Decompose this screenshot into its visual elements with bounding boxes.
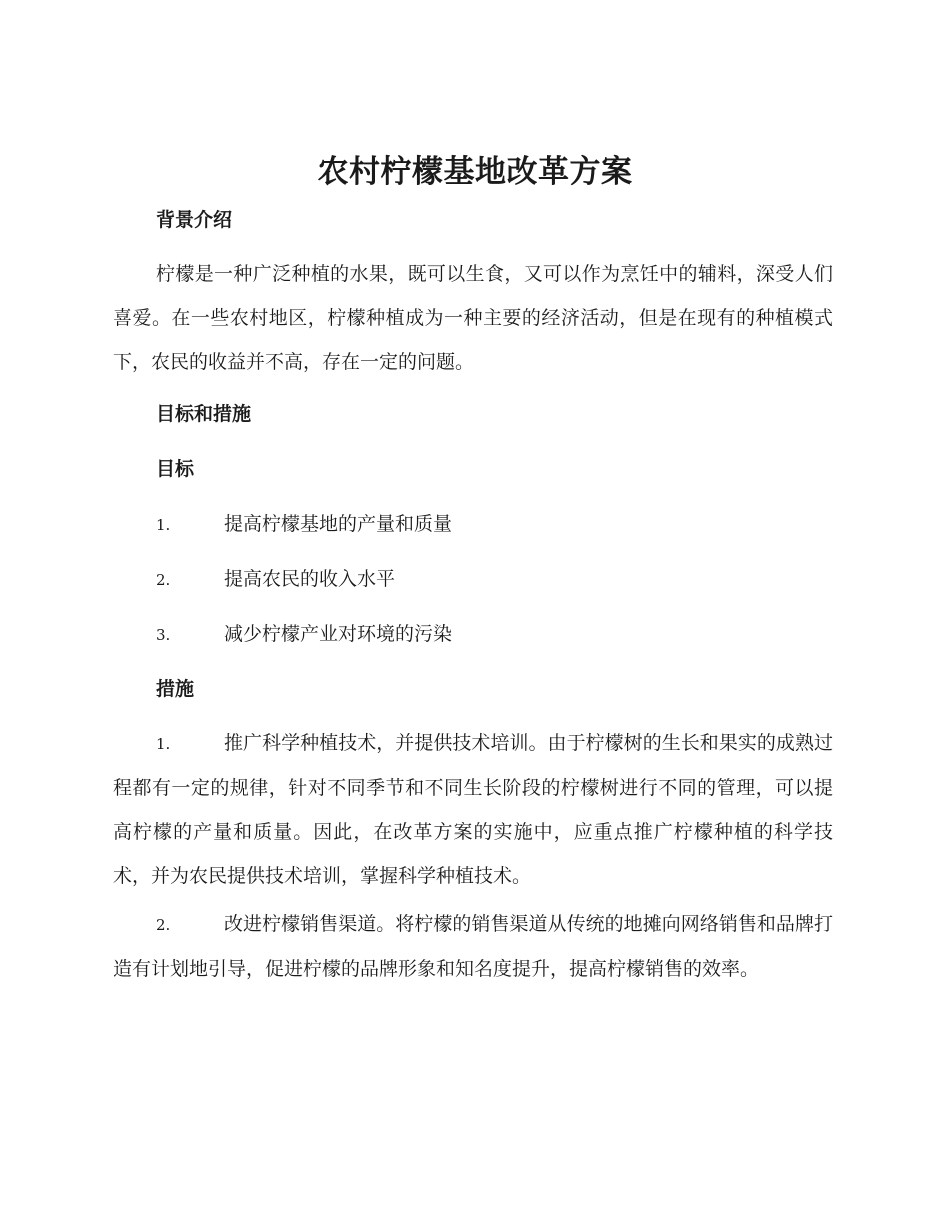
goal-text: 提高柠檬基地的产量和质量 xyxy=(224,513,453,535)
section-heading-background: 背景介绍 xyxy=(156,209,233,231)
list-number: 1. xyxy=(156,516,171,534)
subheading-measures: 措施 xyxy=(156,678,195,700)
list-number: 1. xyxy=(156,735,171,753)
goal-item xyxy=(156,510,833,539)
list-number: 2. xyxy=(156,571,171,589)
measure-item xyxy=(113,902,833,991)
document-title: 农村柠檬基地改革方案 xyxy=(317,154,633,190)
background-paragraph: 柠檬是一种广泛种植的水果，既可以生食，又可以作为烹饪中的辅料，深受人们喜爱。在一些农村地区，柠檬种植成为一种主要的经济活动，但是在现有的种植模式下，农民的收益并不高，存在一定的问题。 xyxy=(113,263,833,373)
list-number: 3. xyxy=(156,626,171,644)
list-number: 2. xyxy=(156,916,171,934)
goal-item xyxy=(156,620,833,649)
section-heading-goals-measures: 目标和措施 xyxy=(156,403,252,425)
subheading-goals: 目标 xyxy=(156,458,195,480)
measure-text: 推广科学种植技术，并提供技术培训。由于柠檬树的生长和果实的成熟过程都有一定的规律，针对不同季节和不同生长阶段的柠檬树进行不同的管理，可以提高柠檬的产量和质量。因此，在改革方案的实施中，应重点推广柠檬种植的科学技术，并为农民提供技术培训，掌握科学种植技术。 xyxy=(113,732,833,887)
measure-item xyxy=(113,721,833,898)
goal-text: 提高农民的收入水平 xyxy=(224,568,396,590)
goal-item xyxy=(156,565,833,594)
goal-text: 减少柠檬产业对环境的污染 xyxy=(224,623,453,645)
measure-text: 改进柠檬销售渠道。将柠檬的销售渠道从传统的地摊向网络销售和品牌打造有计划地引导，促进柠檬的品牌形象和知名度提升，提高柠檬销售的效率。 xyxy=(113,913,833,980)
